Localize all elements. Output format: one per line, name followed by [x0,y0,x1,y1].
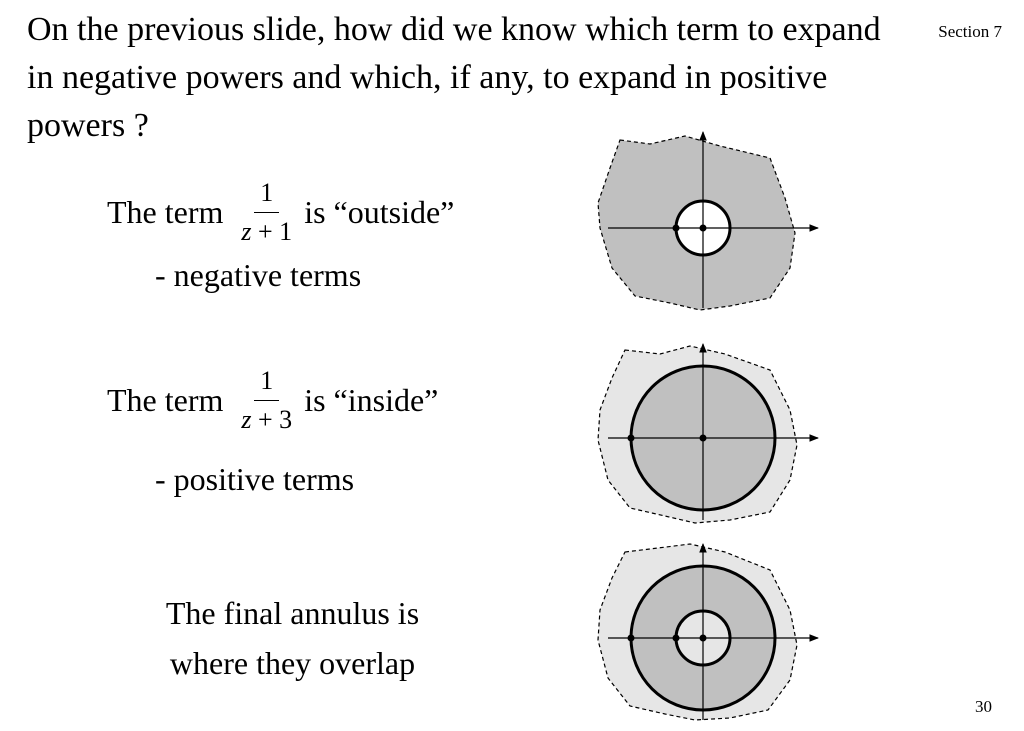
term-inside-denominator-rest: + 3 [251,405,293,434]
term-inside-note: - positive terms [155,461,355,497]
final-line-2: where they overlap [169,645,416,681]
term-outside-denominator [241,213,292,247]
origin-point [700,225,707,232]
section-label: Section 7 [938,22,1002,41]
term-outside-line [107,178,454,247]
term-outside-fraction [241,178,292,247]
term-inside-fraction [241,366,292,435]
final-annulus-text [120,588,465,688]
term-outside-suffix: is “outside” [304,194,455,230]
point-minus-3 [628,435,635,442]
page-number: 30 [975,697,992,716]
term-inside-denominator [241,401,292,435]
term-outside-note: - negative terms [155,257,362,293]
final-line-1: The final annulus is [165,595,420,631]
term-inside-denominator-var: z [241,405,252,434]
term-inside-line [107,366,438,435]
term-outside-denominator-rest: + 1 [251,217,293,246]
origin-point [700,435,707,442]
term-outside-prefix: The term [107,194,224,230]
point-minus-1 [673,225,680,232]
diagram-annulus [590,540,830,725]
term-outside-denominator-var: z [241,217,252,246]
diagram-outside-region [590,128,830,313]
point-minus-1 [673,635,680,642]
point-minus-3 [628,635,635,642]
term-inside-numerator: 1 [254,366,279,401]
slide-title: On the previous slide, how did we know which term to expand in negative powers and which, if any, to expand in positive powers ? [27,11,881,144]
diagram-inside-region [590,340,830,525]
origin-point [700,635,707,642]
term-inside-suffix: is “inside” [304,382,439,418]
term-outside-numerator: 1 [254,178,279,213]
term-inside-prefix: The term [107,382,224,418]
